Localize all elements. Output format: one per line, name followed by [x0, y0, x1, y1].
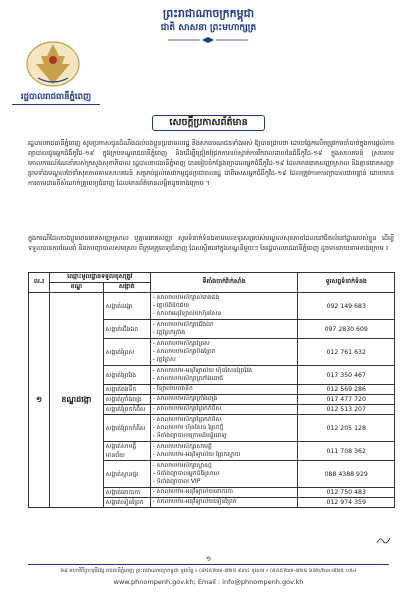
- commune-cell: សង្កាត់ដង្កោ: [103, 293, 150, 320]
- place-line: - វត្តព្រែកក្រាំង: [152, 329, 186, 336]
- place-line: - វិទ្យាល័យពងទឹក: [152, 385, 193, 393]
- table-header-row: [29, 273, 395, 283]
- place-line: - សាលាអនុវិទ្យាល័យហ៊ុនសែន: [152, 310, 222, 318]
- paragraph-intro: រដ្ឋបាលរាជធានីភ្នំពេញ សូមប្រកាសជូនដំណឹងដល់បងប្អូនប្រជាពលរដ្ឋ និងសាធារណជនទាំងអស់ ឱ្យបានជ្រាបថា ដោយផ្អែកលើតម្រូវការចាំបាច់ក្នុងការផ្តល់ការព្យាបាលជូនអ្នកជំងឺកូវីដ-១៩ ក្នុងក្របខណ្ឌរាជធានីភ្នំពេញ និងដើម្បីជ្រៀតជ្រែកការទប់ស្កាត់ការរីករាលដាលនៃជំងឺកូវីដ-១៩ ក្នុងសហគមន៍ ស្របតាមគោលការណ៍ណែនាំរបស់ក្រសួងសុខាភិបាល រដ្ឋបាលរាជធានីភ្នំពេញ បានរៀបចំកន្លែងព្យាបាលអ្នកជំងឺកូវីដ-១៩ ដែលមានរោគសញ្ញាស្រាល និងគ្មានរោគសញ្ញា ព្រមទាំងមណ្ឌលថែទាំសុខភាពតាមសហគមន៍ សម្រាប់ផ្តល់សេវាកម្មជូនប្រជាពលរដ្ឋ ជាពិសេសអ្នកជំងឺកូវីដ-១៩ ដែលត្រូវការការព្យាបាលជាបន្ទាន់ ដោយមានការតាមដានពីសំណាក់គ្រូពេទ្យជំនាញ ដែលមានព័ត៌មានលម្អិតដូចខាងក្រោម ។: [28, 139, 394, 187]
- place-line: - ទីតាំងព្យាបាល VIP: [152, 478, 201, 486]
- header-phone: ទូរសព្ទទំនាក់ទំនង: [298, 273, 395, 293]
- phone-cell: 012 569 286: [298, 385, 395, 395]
- commune-cell: សង្កាត់សាមគ្គីមានជ័យ: [103, 442, 150, 461]
- place-line: - សាលាបឋមសិក្សាស្ពានថ្ម: [152, 461, 212, 469]
- place-cell: [150, 320, 298, 339]
- phone-cell: 012 750 483: [298, 488, 395, 498]
- place-cell: [150, 488, 298, 498]
- place-line: - ទីតាំងព្យាបាលអ្នកជំងឺស្រាល: [152, 469, 220, 477]
- signature-mark-icon: [376, 535, 392, 545]
- footer-web: www.phnompenh.gov.kh; Email : info@phnompenh.gov.kh: [113, 578, 304, 586]
- commune-cell: សង្កាត់ក្រាំងពង្រ: [103, 395, 150, 405]
- place-line: - វត្តបរិពិនិចឆ័យ: [152, 301, 190, 309]
- place-line: - សាលាបឋម-អនុវិទ្យាល័យទៀនព្រែក: [152, 498, 237, 506]
- city-seal-icon: [18, 34, 88, 90]
- commune-cell: សង្កាត់គោករកា: [103, 488, 150, 498]
- commune-cell: សង្កាត់ទៀនព្រែក: [103, 498, 150, 508]
- place-cell: [150, 461, 298, 488]
- place-line: - សាលាបឋមសិក្សាព្រៃស: [152, 339, 210, 347]
- place-line: - សាលាបឋម-អនុវិទ្យាល័យគោករកា: [152, 488, 234, 496]
- row-number: ១: [29, 293, 50, 508]
- place-cell: [150, 395, 298, 405]
- place-line: - សាលាបឋម-អនុវិទ្យាល័យ ហ៊ុនសែនព្រៃវែង: [152, 366, 252, 374]
- commune-cell: សង្កាត់ព្រៃស: [103, 339, 150, 366]
- footer-address: ៦៩ មហាវិថីព្រះមុនីវង្ស រាជធានីភ្នំពេញ ព្រះរាជាណាចក្រកម្ពុជា ទូរស័ព្ទ ៖ (៨៥៥)២៣-៧២៦ ៩៣៤ ទូរសារ ៖ (៨៥៥)២៣-៧២៥ ៦៦២/២៣-៧២៥ ០៥៤: [60, 568, 357, 574]
- header-commune: សង្កាត់: [103, 283, 150, 293]
- administration-divider: [12, 104, 100, 105]
- phone-cell: 092 149 683: [298, 293, 395, 320]
- place-cell: [150, 415, 298, 442]
- ornament-divider-icon: [168, 37, 248, 43]
- commune-cell: សង្កាត់ព្រៃវែង: [103, 366, 150, 385]
- place-line: - សាលាបឋមសិក្សាសំរោងគង: [152, 293, 220, 301]
- motto-heading: ជាតិ សាសនា ព្រះមហាក្សត្រ: [160, 23, 257, 33]
- district-cell: ខណ្ឌដង្កោ: [49, 293, 103, 508]
- header-district: ខណ្ឌ: [49, 283, 103, 293]
- place-cell: [150, 293, 298, 320]
- place-line: - ទីតាំងព្យាបាលក្រោមដីមន្ទីរពេទ្យ: [152, 432, 227, 440]
- place-cell: [150, 385, 298, 395]
- place-cell: [150, 498, 298, 508]
- place-cell: [150, 442, 298, 461]
- commune-cell: សង្កាត់ស្ពានថ្មរ: [103, 461, 150, 488]
- phone-cell: 097 2830 609: [298, 320, 395, 339]
- phone-cell: 017 477 720: [298, 395, 395, 405]
- paragraph-instructions: ក្នុងករណីដែលបងប្អូនមានរោគសញ្ញាស្រាល ឬគ្មានរោគសញ្ញា សូមទំនាក់ទំនងតាមលេខទូរសព្ទរបស់មណ្ឌលសុខភាពដែលនៅជិតលំនៅដ្ឋានរបស់ខ្លួន ដើម្បីទទួលបានការណែនាំ និងការព្យាបាលសមស្រប ពីក្រុមគ្រូពេទ្យជំនាញ ដែលស្ថិតនៅក្នុងខណ្ឌនីមួយៗ នៃរដ្ឋបាលរាជធានីភ្នំពេញ ដូចមានរាយនាមខាងក្រោម ៖: [28, 234, 394, 252]
- place-line: - សាលាបឋម ហ៊ុនសែន ព្រែកថ្មី: [152, 423, 224, 431]
- header-place: ទីតាំងចាក់វ៉ាក់សាំង: [150, 273, 298, 293]
- phone-cell: 011 708 362: [298, 442, 395, 461]
- footer-divider: [28, 564, 389, 565]
- place-cell: [150, 366, 298, 385]
- document-title: សេចក្តីប្រកាសព័ត៌មាន: [152, 115, 265, 131]
- commune-cell: សង្កាត់ពងទឹក: [103, 385, 150, 395]
- table-row: [29, 293, 395, 320]
- place-line: - សាលាបឋមសិក្សាសាមគ្គី: [152, 442, 212, 450]
- phone-cell: 012 513 207: [298, 405, 395, 415]
- place-line: - សាលាបឋមសិក្សាជើងឯក: [152, 320, 214, 328]
- place-line: - សាលាបឋម-អនុវិទ្យាល័យ ព្រែកស្នាយ: [152, 451, 241, 458]
- place-line: - សាលាបឋមសិក្សាក្រាំងពង្រ: [152, 395, 218, 403]
- place-line: - វត្តព្រៃស: [152, 356, 176, 364]
- place-line: - សាលាបឋមសិក្សាព្រែកកំពឹស: [152, 405, 222, 413]
- place-line: - សាលាបឋមសិក្សាព្រែកកំពីស: [152, 415, 222, 423]
- page-number: ១: [205, 555, 212, 563]
- phone-cell: 017 350 467: [298, 366, 395, 385]
- phone-cell: 012 205 128: [298, 415, 395, 442]
- place-cell: [150, 339, 298, 366]
- phone-cell: 012 761 632: [298, 339, 395, 366]
- administration-name: រដ្ឋបាលរាជធានីភ្នំពេញ: [20, 92, 92, 102]
- phone-cell: 088 4388 929: [298, 461, 395, 488]
- kingdom-heading: ព្រះរាជាណាចក្រកម្ពុជា: [162, 7, 255, 20]
- place-line: - សាលាបឋមសិក្សាត្រពាំងពោធិ៍: [152, 375, 224, 382]
- health-center-table: [28, 272, 395, 508]
- place-line: - សាលាបឋមសិក្សាបឹងព្រែក: [152, 347, 216, 355]
- commune-cell: សង្កាត់ព្រែកកំពីស: [103, 415, 150, 442]
- phone-cell: 012 974 359: [298, 498, 395, 508]
- commune-cell: សង្កាត់ជើងឯក: [103, 320, 150, 339]
- header-no: ល.រ: [29, 273, 50, 293]
- place-cell: [150, 405, 298, 415]
- header-area: ឈ្មោះមូលដ្ឋានទទួលខុសត្រូវ: [49, 273, 150, 283]
- commune-cell: សង្កាត់ព្រែកកំពឹស: [103, 405, 150, 415]
